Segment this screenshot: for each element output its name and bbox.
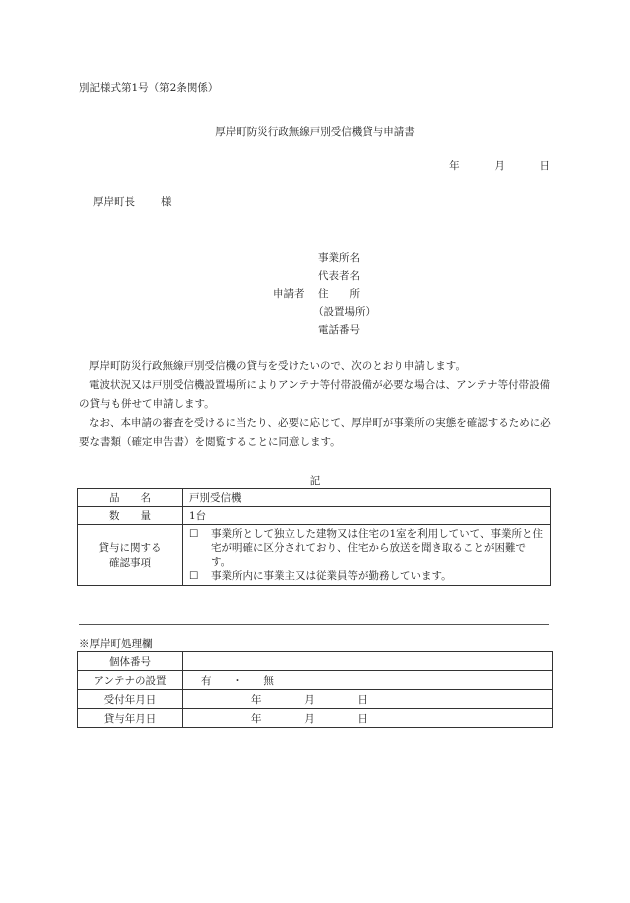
table-row xyxy=(78,525,551,586)
antenna-label: アンテナの設置 xyxy=(78,671,183,690)
lent-day: 日 xyxy=(357,712,368,725)
quantity-value: 1台 xyxy=(183,507,551,525)
antenna-separator: ・ xyxy=(232,674,243,687)
antenna-no: 無 xyxy=(263,674,274,687)
request-body xyxy=(79,357,554,452)
lent-month: 月 xyxy=(304,712,315,725)
office-table xyxy=(77,651,553,728)
document-title: 厚岸町防災行政無線戸別受信機貸与申請書 xyxy=(215,126,415,138)
body-paragraph-3: なお、本申請の審査を受けるに当たり、必要に応じて、厚岸町が事業所の実態を確認するために必要な書類（確定申告書）を閲覧することに同意します。 xyxy=(79,417,551,448)
form-number: 別記様式第1号（第2条関係） xyxy=(79,82,219,94)
received-year: 年 xyxy=(251,693,262,706)
confirm-items xyxy=(183,525,551,586)
confirm-item-1 xyxy=(189,527,544,569)
quantity-label: 数 量 xyxy=(78,507,183,525)
antenna-yes: 有 xyxy=(201,674,212,687)
date-day: 日 xyxy=(539,160,550,172)
date-line xyxy=(449,158,550,173)
body-paragraph-1: 厚岸町防災行政無線戸別受信機の貸与を受けたいので、次のとおり申請します。 xyxy=(89,360,466,372)
table-row xyxy=(78,709,553,728)
lent-date-value[interactable] xyxy=(183,709,553,728)
item-value: 戸別受信機 xyxy=(183,489,551,507)
date-month: 月 xyxy=(494,160,505,172)
individual-number-label: 個体番号 xyxy=(78,652,183,671)
received-day: 日 xyxy=(357,693,368,706)
table-row xyxy=(78,507,551,525)
representative-label: 代表者名 xyxy=(318,270,360,282)
confirm-item-2 xyxy=(189,569,544,583)
address-label: 住 所 xyxy=(318,288,360,300)
addressee xyxy=(93,194,172,209)
section-divider xyxy=(79,624,549,625)
confirm-item-1-text: 事業所として独立した建物又は住宅の1室を利用していて、事業所と住宅が明確に区分されており、住宅から放送を聞き取ることが困難です。 xyxy=(211,528,543,568)
table-row xyxy=(78,652,553,671)
addressee-honorific: 様 xyxy=(161,196,172,208)
checkbox-1[interactable]: ☐ xyxy=(189,528,199,540)
confirm-label xyxy=(78,525,183,586)
ki-heading: 記 xyxy=(309,475,321,487)
table-row xyxy=(78,671,553,690)
lent-year: 年 xyxy=(251,712,262,725)
office-name-label: 事業所名 xyxy=(318,252,360,264)
install-location-label: （設置場所） xyxy=(313,306,376,318)
confirm-item-2-text: 事業所内に事業主又は従業員等が勤務しています。 xyxy=(211,570,452,582)
received-date-value[interactable] xyxy=(183,690,553,709)
office-section-title: ※厚岸町処理欄 xyxy=(79,638,153,650)
received-month: 月 xyxy=(304,693,315,706)
lent-date-label: 貸与年月日 xyxy=(78,709,183,728)
antenna-value[interactable] xyxy=(183,671,553,690)
details-table xyxy=(77,488,551,586)
table-row xyxy=(78,690,553,709)
confirm-label-line-1: 貸与に関する xyxy=(98,542,162,554)
item-label: 品 名 xyxy=(78,489,183,507)
table-row xyxy=(78,489,551,507)
individual-number-value[interactable] xyxy=(183,652,553,671)
applicant-tag: 申請者 xyxy=(273,288,305,300)
body-paragraph-2: 電波状況又は戸別受信機設置場所によりアンテナ等付帯設備が必要な場合は、アンテナ等付帯設備の貸与も併せて申請します。 xyxy=(79,379,551,410)
checkbox-2[interactable]: ☐ xyxy=(189,570,199,582)
date-year: 年 xyxy=(449,160,460,172)
addressee-name: 厚岸町長 xyxy=(93,196,135,208)
confirm-label-line-2: 確認事項 xyxy=(109,557,151,569)
received-date-label: 受付年月日 xyxy=(78,690,183,709)
phone-label: 電話番号 xyxy=(318,324,360,336)
